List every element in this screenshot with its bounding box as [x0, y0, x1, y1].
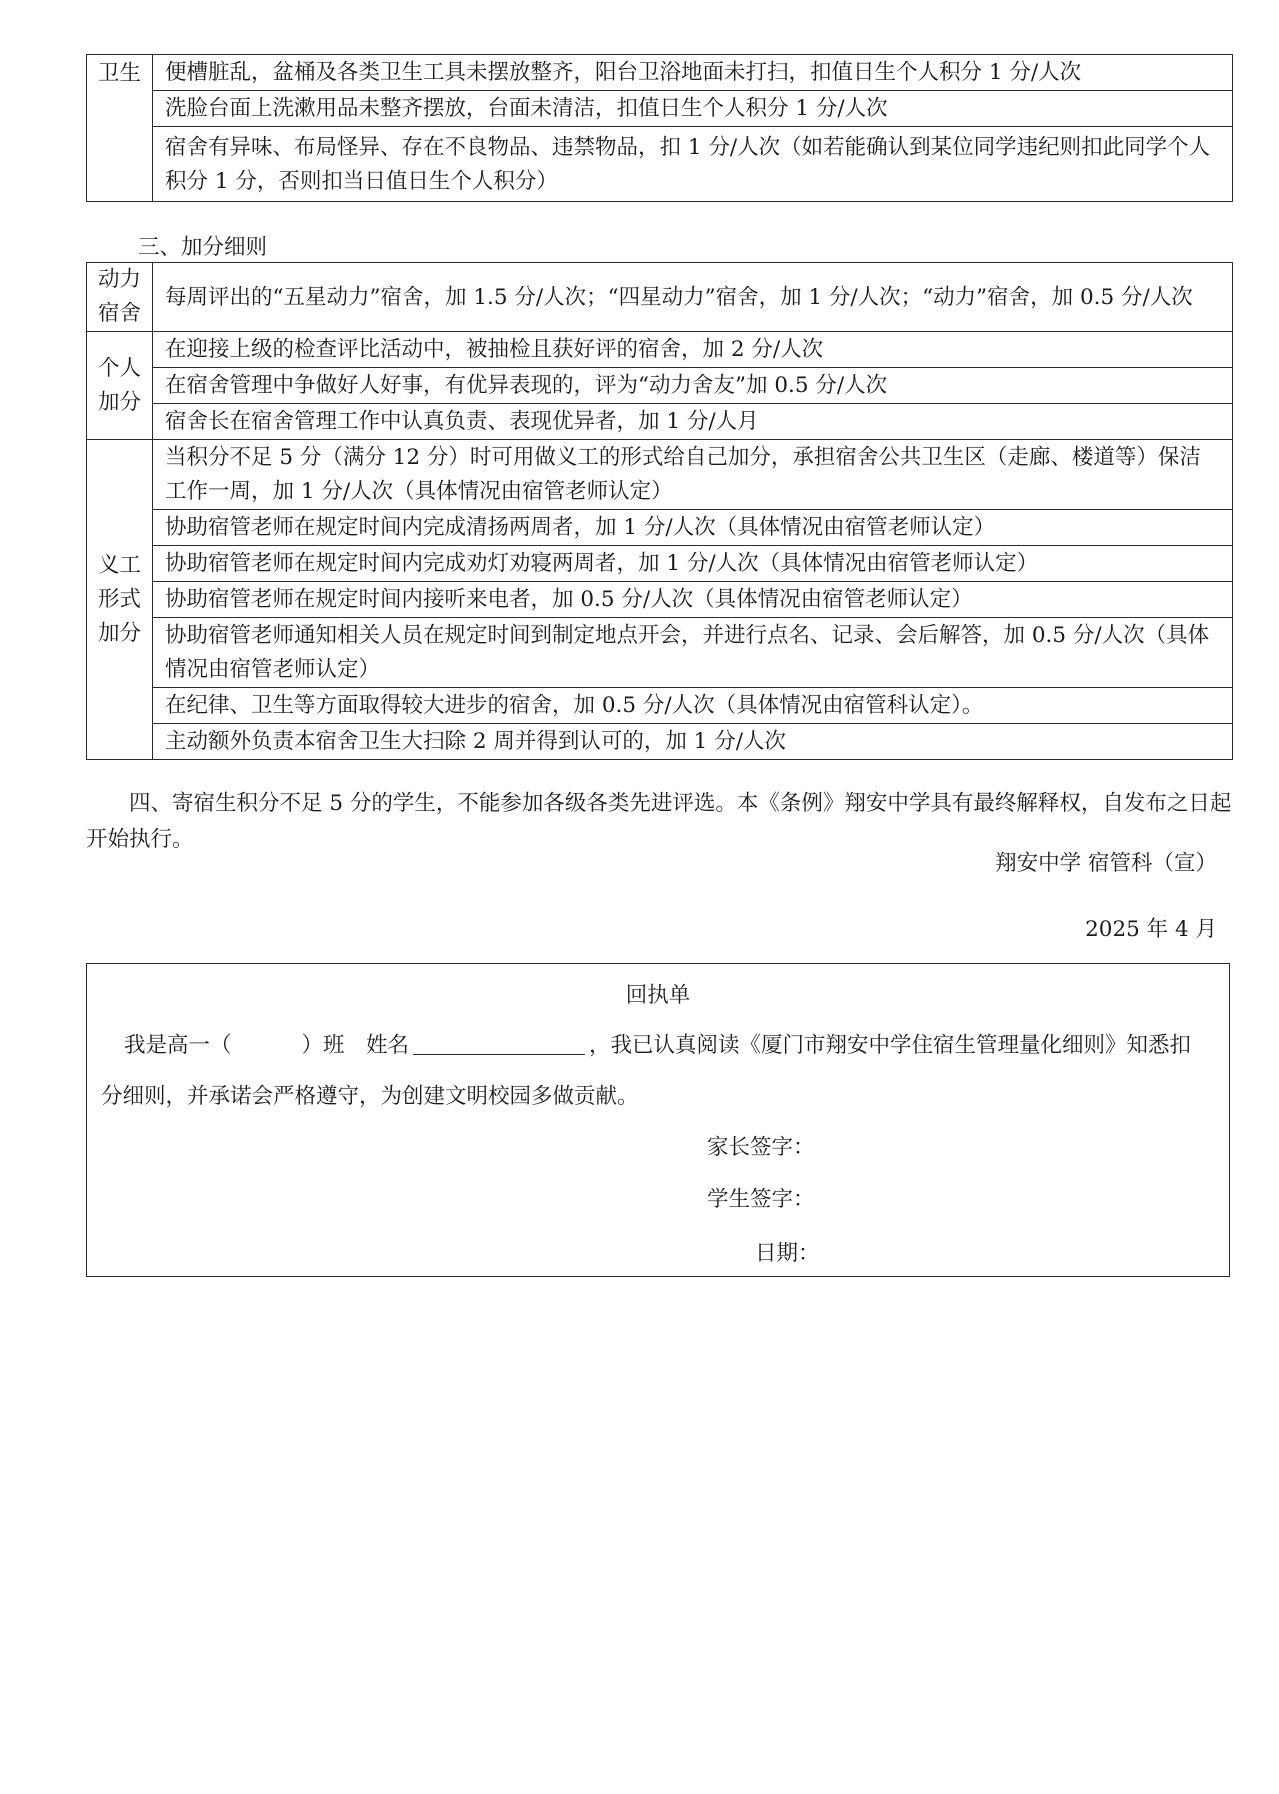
table-row: [87, 368, 1233, 404]
rule-cell: 每周评出的“五星动力”宿舍，加 1.5 分/人次；“四星动力”宿舍，加 1 分/人次；“动力”宿舍，加 0.5 分/人次: [153, 263, 1233, 332]
table-row: [87, 618, 1233, 688]
receipt-text: ，我已认真阅读《厦门市翔安中学住宿生管理量化细则》知悉扣: [589, 1033, 1192, 1058]
receipt-date-label: 日期：: [755, 1241, 820, 1266]
receipt-statement-line1: [124, 1028, 1191, 1059]
table-row: [87, 263, 1233, 332]
table-row: [87, 440, 1233, 510]
table-row: [87, 724, 1233, 760]
receipt-text: ）班 姓名: [301, 1033, 410, 1058]
category-cell: 动力宿舍: [87, 263, 153, 332]
rule-cell: 主动额外负责本宿舍卫生大扫除 2 周并得到认可的，加 1 分/人次: [153, 724, 1233, 760]
rule-cell: 在迎接上级的检查评比活动中，被抽检且获好评的宿舍，加 2 分/人次: [153, 332, 1233, 368]
table-row: [87, 127, 1233, 202]
receipt-text: 我是高一（: [124, 1033, 232, 1058]
table-row: [87, 91, 1233, 127]
category-cell: 卫生: [87, 55, 153, 202]
issuer-signature: 翔安中学 宿管科（宣）: [995, 851, 1217, 876]
rule-cell: 在宿舍管理中争做好人好事，有优异表现的，评为“动力舍友”加 0.5 分/人次: [153, 368, 1233, 404]
section-four-paragraph: 四、寄宿生积分不足 5 分的学生，不能参加各级各类先进评选。本《条例》翔安中学具有最终解释权，自发布之日起开始执行。: [86, 791, 1232, 852]
student-signature-label: 学生签字：: [707, 1187, 815, 1212]
rule-cell: 协助宿管老师在规定时间内接听来电者，加 0.5 分/人次（具体情况由宿管老师认定）: [153, 582, 1233, 618]
rule-cell: 宿舍长在宿舍管理工作中认真负责、表现优异者，加 1 分/人月: [153, 404, 1233, 440]
table-row: [87, 55, 1233, 91]
rule-cell: 当积分不足 5 分（满分 12 分）时可用做义工的形式给自己加分，承担宿舍公共卫生区（走廊、楼道等）保洁工作一周，加 1 分/人次（具体情况由宿管老师认定）: [153, 440, 1233, 510]
rule-cell: 协助宿管老师通知相关人员在规定时间到制定地点开会，并进行点名、记录、会后解答，加 0.5 分/人次（具体情况由宿管老师认定）: [153, 618, 1233, 688]
issue-date: 2025 年 4 月: [1085, 917, 1217, 942]
rule-cell: 宿舍有异味、布局怪异、存在不良物品、违禁物品，扣 1 分/人次（如若能确认到某位同学违纪则扣此同学个人积分 1 分，否则扣当日值日生个人积分）: [153, 127, 1233, 202]
rule-cell: 协助宿管老师在规定时间内完成清扬两周者，加 1 分/人次（具体情况由宿管老师认定）: [153, 510, 1233, 546]
rule-cell: 在纪律、卫生等方面取得较大进步的宿舍，加 0.5 分/人次（具体情况由宿管科认定）。: [153, 688, 1233, 724]
rule-cell: 便槽脏乱，盆桶及各类卫生工具未摆放整齐，阳台卫浴地面未打扫，扣值日生个人积分 1 分/人次: [153, 55, 1233, 91]
name-blank[interactable]: [413, 1030, 585, 1055]
table-row: [87, 688, 1233, 724]
receipt-title: 回执单: [625, 983, 691, 1008]
bonus-table: [86, 262, 1233, 760]
category-cell: 义工形式加分: [87, 440, 153, 760]
table-row: [87, 546, 1233, 582]
receipt-slip: [86, 963, 1230, 1277]
category-cell: 个人加分: [87, 332, 153, 440]
table-row: [87, 332, 1233, 368]
section-heading: 三、加分细则: [138, 235, 268, 260]
table-row: [87, 582, 1233, 618]
rule-cell: 协助宿管老师在规定时间内完成劝灯劝寝两周者，加 1 分/人次（具体情况由宿管老师认定）: [153, 546, 1233, 582]
receipt-statement-line2: 分细则，并承诺会严格遵守，为创建文明校园多做贡献。: [101, 1084, 639, 1109]
parent-signature-label: 家长签字：: [707, 1135, 815, 1160]
hygiene-table: [86, 54, 1233, 202]
rule-cell: 洗脸台面上洗漱用品未整齐摆放，台面未清洁，扣值日生个人积分 1 分/人次: [153, 91, 1233, 127]
table-row: [87, 404, 1233, 440]
table-row: [87, 510, 1233, 546]
